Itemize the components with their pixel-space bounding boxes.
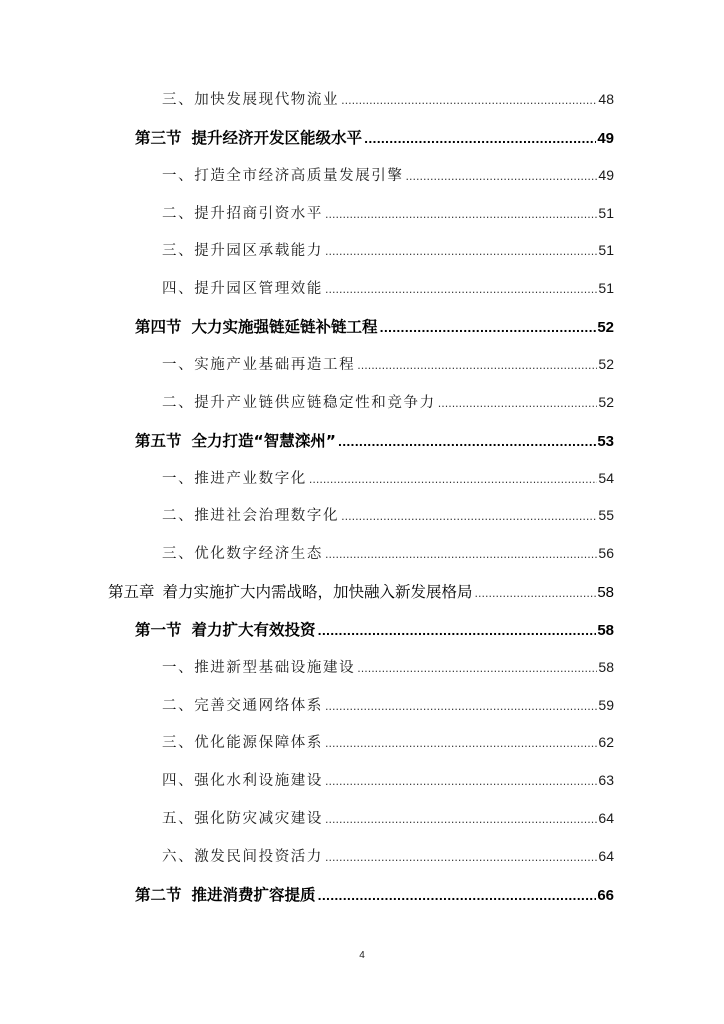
toc-entry-section[interactable] (135, 883, 614, 905)
toc-entry-item[interactable] (162, 202, 614, 223)
toc-page-number: 52 (598, 355, 614, 372)
toc-entry-label (162, 542, 323, 563)
dot-leader (475, 587, 597, 600)
toc-entry-title: 五、强化防灾减灾建设 (162, 811, 323, 828)
toc-entry-section[interactable] (135, 126, 614, 148)
toc-page-number: 58 (597, 584, 614, 602)
toc-entry-title: 三、提升园区承载能力 (162, 243, 323, 260)
toc-entry-item[interactable] (162, 731, 614, 752)
toc-entry-title: 二、推进社会治理数字化 (162, 508, 340, 525)
dot-leader (438, 397, 598, 410)
dot-leader (357, 662, 597, 675)
toc-page-number: 58 (598, 658, 614, 675)
toc-page-number: 55 (598, 507, 614, 524)
toc-entry-section[interactable] (135, 315, 614, 337)
toc-entry-title: 二、提升产业链供应链稳定性和竞争力 (162, 394, 436, 411)
dot-leader (341, 510, 597, 523)
toc-entry-item[interactable] (162, 845, 614, 866)
toc-entry-title: 二、提升招商引资水平 (162, 205, 323, 222)
dot-leader (364, 133, 596, 146)
toc-entry-item[interactable] (162, 542, 614, 563)
section-number: 第二节 (135, 885, 182, 904)
toc-page-number: 51 (598, 204, 614, 221)
toc-entry-section[interactable] (135, 429, 614, 451)
toc-entry-label (162, 353, 355, 374)
toc-entry-label (162, 467, 307, 488)
toc-page-number: 54 (598, 469, 614, 486)
dot-leader (325, 700, 597, 713)
toc-entry-label (162, 807, 323, 828)
toc-entry-label (162, 504, 339, 525)
toc-entry-label (135, 315, 378, 337)
dot-leader (309, 473, 598, 486)
toc-entry-label (162, 731, 323, 752)
toc-entry-title: 着力扩大有效投资 (191, 620, 316, 639)
toc-page-number: 51 (598, 242, 614, 259)
toc-entry-item[interactable] (162, 694, 614, 715)
toc-entry-item[interactable] (162, 353, 614, 374)
toc-page-number: 64 (598, 848, 614, 864)
section-number: 第一节 (135, 620, 182, 639)
toc-entry-label (162, 845, 323, 866)
toc-entry-label (162, 164, 404, 185)
section-number: 第三节 (135, 128, 182, 147)
toc-entry-item[interactable] (162, 656, 614, 677)
toc-page-number: 52 (597, 319, 614, 337)
toc-entry-title: 四、强化水利设施建设 (162, 773, 323, 790)
toc-page-number: 64 (598, 810, 614, 827)
dot-leader (380, 322, 597, 335)
toc-entry-label (162, 202, 323, 223)
dot-leader (325, 813, 597, 826)
toc-entry-title: 三、优化数字经济生态 (162, 546, 323, 563)
dot-leader (325, 851, 597, 864)
toc-page-number: 59 (598, 696, 614, 713)
toc-page-number: 51 (598, 280, 614, 297)
section-number: 第四节 (135, 318, 182, 337)
toc-entry-item[interactable] (162, 88, 614, 109)
toc-page-number: 58 (597, 621, 614, 639)
dot-leader (325, 208, 597, 221)
toc-entry-section[interactable] (135, 618, 614, 640)
dot-leader (318, 625, 597, 638)
toc-entry-label (162, 769, 323, 790)
dot-leader (325, 245, 597, 258)
dot-leader (325, 548, 597, 561)
dot-leader (357, 359, 597, 372)
toc-entry-label (108, 580, 473, 602)
dot-leader (341, 94, 597, 107)
toc-entry-label (135, 883, 316, 905)
toc-entry-title: 二、完善交通网络体系 (162, 697, 323, 714)
toc-entry-title: 推进消费扩容提质 (191, 885, 316, 904)
page-number: 4 (359, 950, 365, 961)
toc-page-number: 56 (598, 545, 614, 562)
toc-page-number: 63 (598, 772, 614, 789)
toc-entry-title: 一、推进产业数字化 (162, 470, 307, 487)
toc-entry-label (162, 391, 436, 412)
toc-page-number: 49 (598, 166, 614, 183)
toc-entry-item[interactable] (162, 769, 614, 790)
toc-entry-chapter[interactable] (108, 580, 614, 602)
toc-entry-label (135, 618, 316, 640)
toc-entry-item[interactable] (162, 807, 614, 828)
toc-entry-title: 三、加快发展现代物流业 (162, 92, 340, 108)
toc-entry-title: 四、提升园区管理效能 (162, 281, 323, 298)
toc-page-number: 62 (598, 734, 614, 751)
toc-entry-label (162, 656, 355, 677)
dot-leader (406, 170, 598, 183)
chapter-number: 第五章 (108, 583, 155, 602)
toc-entry-title: 一、打造全市经济高质量发展引擎 (162, 167, 404, 184)
toc-page-number: 52 (598, 393, 614, 410)
toc-entry-label (162, 239, 323, 260)
toc-entry-item[interactable] (162, 277, 614, 298)
toc-entry-title: 三、优化能源保障体系 (162, 735, 323, 752)
toc-entry-title: 全力打造“智慧滦州” (191, 431, 336, 450)
toc-page-number: 53 (597, 432, 614, 450)
toc-entry-item[interactable] (162, 467, 614, 488)
toc-entry-item[interactable] (162, 391, 614, 412)
toc-entry-title: 一、实施产业基础再造工程 (162, 356, 356, 373)
toc-entry-label (162, 88, 339, 109)
toc-entry-label (162, 694, 323, 715)
toc-entry-label (135, 126, 362, 148)
toc-page-number: 48 (598, 91, 614, 107)
toc-entry-item[interactable] (162, 164, 614, 185)
toc-page-number: 66 (597, 886, 614, 904)
toc-entry-title: 提升经济开发区能级水平 (191, 128, 363, 147)
dot-leader (318, 890, 597, 903)
toc-entry-title: 大力实施强链延链补链工程 (191, 318, 378, 337)
toc-entry-title: 着力实施扩大内需战略，加快融入新发展格局 (162, 583, 473, 602)
dot-leader (325, 283, 597, 296)
toc-entry-label (135, 429, 336, 451)
dot-leader (325, 775, 597, 788)
toc-page-number: 49 (597, 129, 614, 147)
dot-leader (325, 737, 597, 750)
toc-entry-label (162, 277, 323, 298)
toc-entry-item[interactable] (162, 239, 614, 260)
toc-entry-item[interactable] (162, 504, 614, 525)
dot-leader (338, 436, 596, 449)
section-number: 第五节 (135, 431, 182, 450)
toc-entry-title: 一、推进新型基础设施建设 (162, 659, 356, 676)
toc-entry-title: 六、激发民间投资活力 (162, 849, 323, 865)
